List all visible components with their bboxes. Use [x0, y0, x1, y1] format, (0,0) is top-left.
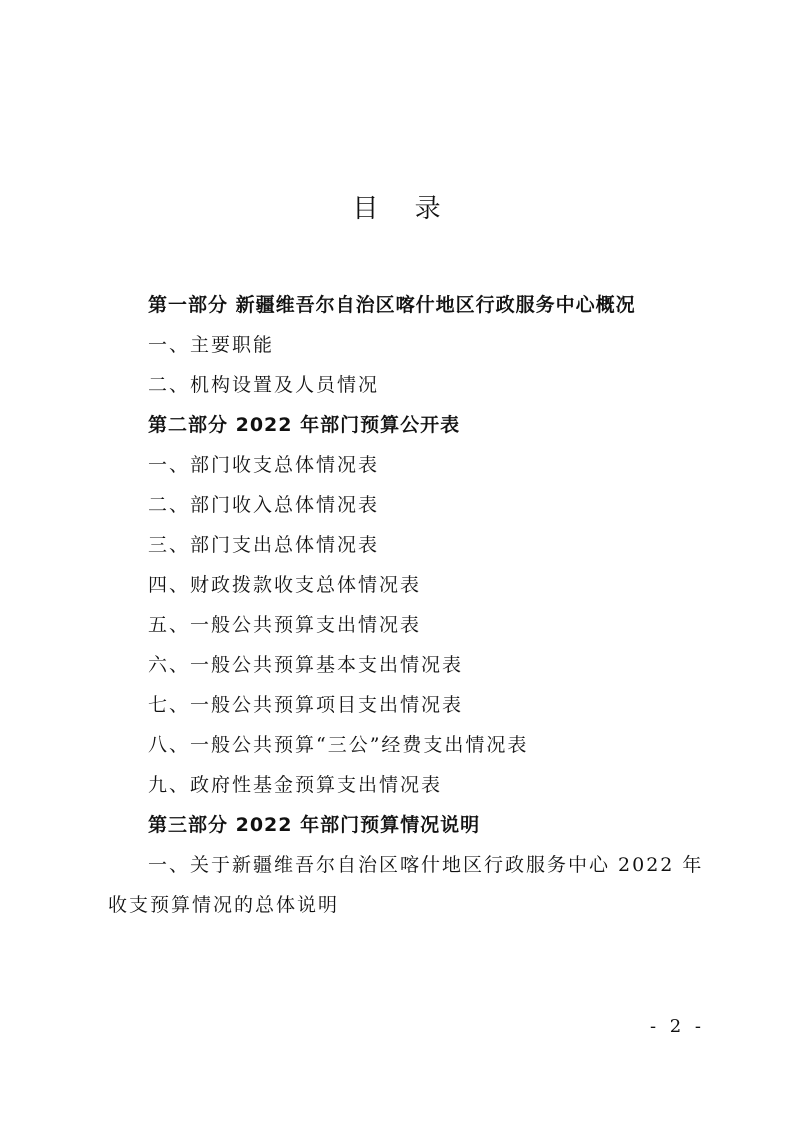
toc-item-line2: 收支预算情况的总体说明 [108, 894, 340, 916]
toc-item-line1: 一、关于新疆维吾尔自治区喀什地区行政服务中心 2022 年 [148, 854, 704, 876]
page-title: 目 录 [352, 194, 455, 224]
toc-item: 四、财政拨款收支总体情况表 [148, 574, 422, 596]
table-of-contents [108, 285, 708, 925]
toc-item: 七、一般公共预算项目支出情况表 [148, 694, 464, 716]
toc-part1-heading: 第一部分 新疆维吾尔自治区喀什地区行政服务中心概况 [148, 294, 636, 316]
toc-part3-heading: 第三部分 2022 年部门预算情况说明 [148, 814, 481, 836]
toc-part2-heading: 第二部分 2022 年部门预算公开表 [148, 414, 461, 436]
toc-item: 一、部门收支总体情况表 [148, 454, 380, 476]
toc-item-multiline [108, 845, 708, 925]
toc-item: 二、机构设置及人员情况 [148, 374, 380, 396]
toc-item: 三、部门支出总体情况表 [148, 534, 380, 556]
toc-item: 二、部门收入总体情况表 [148, 494, 380, 516]
toc-item: 六、一般公共预算基本支出情况表 [148, 654, 464, 676]
toc-item: 一、主要职能 [148, 334, 275, 356]
toc-item: 八、一般公共预算“三公”经费支出情况表 [148, 734, 529, 756]
toc-item: 五、一般公共预算支出情况表 [148, 614, 422, 636]
page-number: - 2 - [649, 1016, 705, 1037]
toc-item: 九、政府性基金预算支出情况表 [148, 774, 443, 796]
